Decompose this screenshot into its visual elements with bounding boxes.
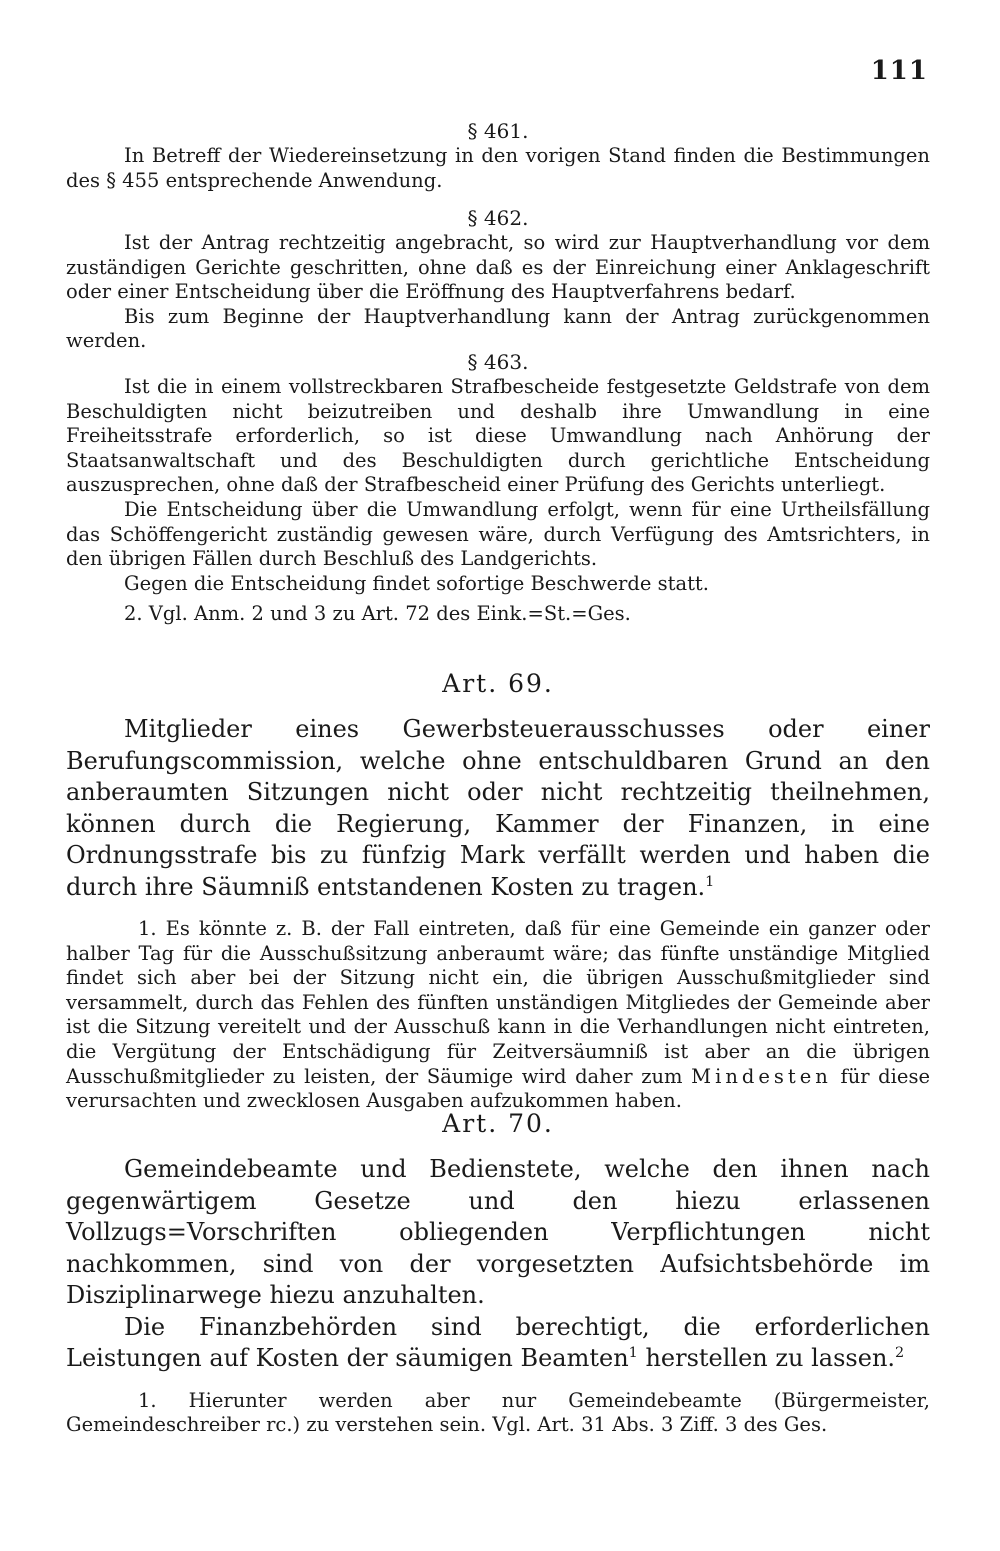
- article-text-body: herstellen zu lassen.: [645, 1344, 896, 1372]
- section-text: Ist der Antrag rechtzeitig angebracht, so wird zur Hauptverhandlung vor dem zuständigen Gerichte geschritten, ohne daß es der Einreichung einer Anklageschrift oder einer Entscheidung über die Eröffnung des Hauptverfahrens bedarf.: [66, 231, 930, 304]
- footnote-emphasis: Mindesten: [691, 1064, 832, 1088]
- section-463: [66, 349, 930, 627]
- section-heading: § 461.: [467, 119, 529, 143]
- footnote-marker: 1: [628, 1345, 638, 1361]
- footnote-marker: 2: [895, 1345, 905, 1361]
- article-text: [66, 1312, 930, 1375]
- article-heading: Art. 70.: [442, 1109, 554, 1138]
- footnote: 1. Hierunter werden aber nur Gemeindebeamte (Bürgermeister, Gemeindeschreiber rc.) zu verstehen sein. Vgl. Art. 31 Abs. 3 Ziff. 3 des Ges.: [66, 1388, 930, 1437]
- section-461: [66, 118, 930, 193]
- page-number: 111: [870, 56, 928, 86]
- article-69: [66, 668, 930, 1114]
- footnote: [66, 917, 930, 1114]
- article-heading: Art. 69.: [442, 669, 554, 698]
- section-text: Die Entscheidung über die Umwandlung erfolgt, wenn für eine Urtheilsfällung das Schöffengericht zuständig gewesen wäre, durch Verfügung des Amtsrichters, in den übrigen Fällen durch Beschluß des Landgerichts.: [66, 497, 930, 571]
- article-text: Gemeindebeamte und Bedienstete, welche den ihnen nach gegenwärtigem Gesetze und den hiezu erlassenen Vollzugs=Vorschriften obliegenden Verpflichtungen nicht nachkommen, sind von der vorgesetzten Aufsichtsbehörde im Disziplinarwege hiezu anzuhalten.: [66, 1155, 930, 1309]
- section-text: Ist die in einem vollstreckbaren Strafbescheide festgesetzte Geldstrafe von dem Beschuldigten nicht beizutreiben und deshalb ihre Umwandlung in eine Freiheitsstrafe erforderlich, so ist diese Umwandlung nach Anhörung der Staatsanwaltschaft und des Beschuldigten durch gerichtliche Entscheidung auszusprechen, ohne daß der Strafbescheid einer Prüfung des Gerichts unterliegt.: [66, 375, 930, 497]
- article-text-body: Die Finanzbehörden sind berechtigt, die erforderlichen Leistungen auf Kosten der säumigen Beamten: [66, 1312, 930, 1372]
- footnote-text: für diese verursachten und zwecklosen Ausgaben aufzukommen haben.: [66, 1064, 930, 1113]
- article-text-body: Mitglieder eines Gewerbsteuerausschusses oder einer Berufungscommission, welche ohne entschuldbaren Grund an den anberaumten Sitzungen nicht oder nicht rechtzeitig theilnehmen, können durch die Regierung, Kammer der Finanzen, in eine Ordnungsstrafe bis zu fünfzig Mark verfällt werden und haben die durch ihre Säumniß entstandenen Kosten zu tragen.: [66, 715, 930, 901]
- section-heading: § 463.: [467, 350, 529, 374]
- section-text: In Betreff der Wiedereinsetzung in den vorigen Stand finden die Bestimmungen des § 455 entsprechende Anwendung.: [66, 144, 930, 192]
- section-heading: § 462.: [467, 206, 529, 230]
- article-text: [66, 714, 930, 903]
- footnote: 2. Vgl. Anm. 2 und 3 zu Art. 72 des Eink.=St.=Ges.: [124, 602, 631, 626]
- section-text: Bis zum Beginne der Hauptverhandlung kann der Antrag zurückgenommen werden.: [66, 304, 930, 353]
- footnote-text: 1. Es könnte z. B. der Fall eintreten, daß für eine Gemeinde ein ganzer oder halber Tag für die Ausschußsitzung anberaumt wäre; das fünfte unständige Mitglied findet sich aber bei der Sitzung nicht ein, die übrigen Ausschußmitglieder sind versammelt, durch das Fehlen des fünften unständigen Mitgliedes der Gemeinde aber ist die Sitzung vereitelt und der Ausschuß kann in die Verhandlungen nicht eintreten, die Vergütung der Entschädigung für Zeitversäumniß ist aber an die übrigen Ausschußmitglieder zu leisten, der Säumige wird daher zum: [66, 917, 930, 1088]
- section-462: [66, 205, 930, 354]
- section-text: Gegen die Entscheidung findet sofortige Beschwerde statt.: [124, 571, 709, 595]
- article-70: [66, 1108, 930, 1438]
- footnote-marker: 1: [705, 873, 715, 890]
